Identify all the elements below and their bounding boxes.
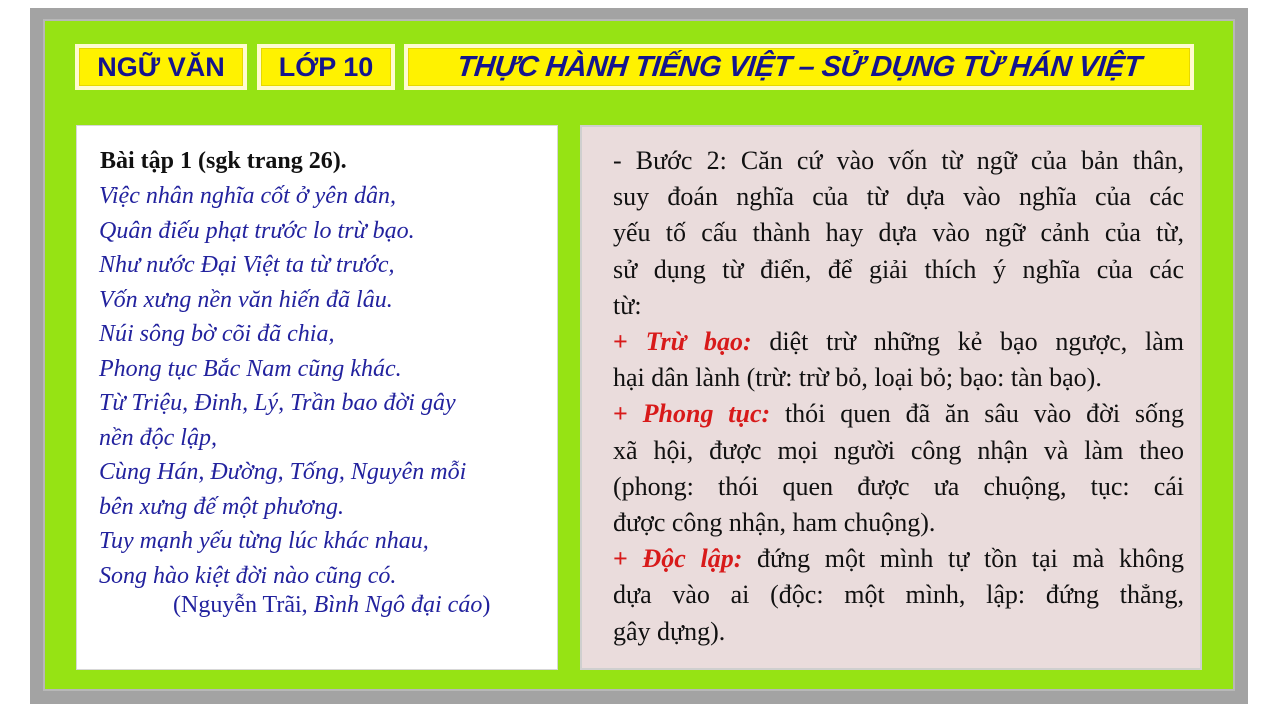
citation-close: ) — [482, 592, 491, 618]
poem — [99, 179, 549, 593]
term-definition: diệt trừ những kẻ bạo ngược, làm — [751, 327, 1184, 357]
poem-line: Việc nhân nghĩa cốt ở yên dân, — [99, 183, 396, 209]
term-label: Trừ bạo: — [645, 327, 752, 357]
lesson-title-tag — [404, 44, 1194, 90]
lesson-title: THỰC HÀNH TIẾNG VIỆT – SỬ DỤNG TỪ HÁN VIỆT — [455, 50, 1143, 83]
plus-marker: + — [613, 327, 646, 357]
term-item-doc-lap — [613, 541, 1184, 577]
poem-line: Phong tục Bắc Nam cũng khác. — [99, 355, 402, 382]
term-label: Phong tục: — [642, 399, 771, 429]
poem-line: Quân điếu phạt trước lo trừ bạo. — [99, 217, 415, 244]
explanation-panel — [580, 125, 1202, 670]
term-definition-line: gây dựng). — [613, 616, 726, 646]
step-line: - Bước 2: Căn cứ vào vốn từ ngữ của bản thân, — [613, 146, 1184, 175]
term-definition: đứng một mình tự tồn tại mà không — [742, 544, 1184, 574]
term-definition-line: hại dân lành (trừ: trừ bỏ, loại bỏ; bạo: tàn bạo). — [613, 363, 1102, 393]
term-item-phong-tuc — [613, 396, 1184, 432]
term-definition-line: xã hội, được mọi người công nhận và làm theo — [613, 435, 1184, 465]
poem-line: Song hào kiệt đời nào cũng có. — [99, 562, 397, 589]
citation-author: (Nguyễn Trãi, — [173, 592, 314, 618]
step-line: yếu tố cấu thành hay dựa vào ngữ cảnh của từ, — [613, 218, 1184, 248]
term-item-tru-bao — [613, 324, 1184, 360]
poem-line: Tuy mạnh yếu từng lúc khác nhau, — [99, 528, 429, 554]
plus-marker: + — [613, 399, 643, 429]
exercise-title: Bài tập 1 (sgk trang 26). — [100, 148, 347, 174]
poem-line: Cùng Hán, Đường, Tống, Nguyên mỗi — [99, 459, 467, 485]
grade-tag — [257, 44, 395, 90]
poem-panel — [76, 125, 558, 670]
poem-line: Từ Triệu, Đinh, Lý, Trần bao đời gây — [99, 390, 456, 416]
poem-line: Núi sông bờ cõi đã chia, — [99, 321, 335, 347]
poem-line: Như nước Đại Việt ta từ trước, — [99, 252, 395, 278]
step-line: suy đoán nghĩa của từ dựa vào nghĩa của các — [613, 182, 1184, 212]
citation-work: Bình Ngô đại cáo — [313, 592, 483, 618]
plus-marker: + — [613, 544, 643, 574]
poem-line: nền độc lập, — [99, 424, 217, 451]
grade-label: LỚP 10 — [278, 51, 374, 82]
step-line: từ: — [613, 290, 642, 320]
citation — [173, 592, 490, 619]
term-definition: thói quen đã ăn sâu vào đời sống — [770, 399, 1184, 429]
term-definition-line: được công nhận, ham chuộng). — [613, 508, 936, 538]
term-label: Độc lập: — [642, 544, 743, 574]
poem-line: Vốn xưng nền văn hiến đã lâu. — [99, 286, 393, 313]
subject-tag — [75, 44, 247, 90]
explanation-text — [613, 143, 1184, 650]
step-line: sử dụng từ điển, để giải thích ý nghĩa của các — [613, 254, 1184, 284]
term-definition-line: dựa vào ai (độc: một mình, lập: đứng thẳng, — [613, 580, 1184, 610]
subject-label: NGỮ VĂN — [97, 51, 225, 82]
term-definition-line: (phong: thói quen được ưa chuộng, tục: cái — [613, 471, 1184, 501]
poem-line: bên xưng đế một phương. — [99, 493, 344, 520]
